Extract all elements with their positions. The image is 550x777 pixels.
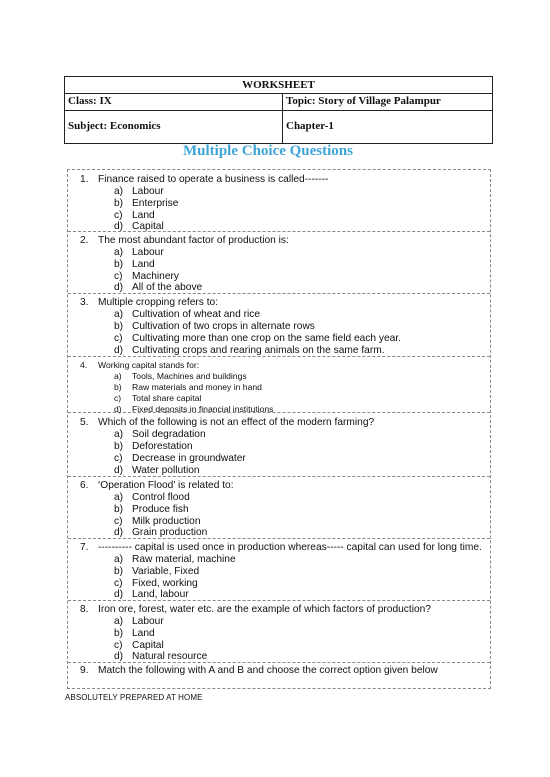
topic-label: Topic: Story of Village Palampur [286,95,441,107]
worksheet-header-table [64,76,493,144]
question-text: 5. Which of the following is not an effect of the modern farming? [80,417,375,428]
option-a: a) Control flood [114,492,190,503]
question-text: 2. The most abundant factor of production is: [80,235,289,246]
option-b: b) Produce fish [114,504,189,515]
question-block-3 [68,294,490,357]
question-text: 1. Finance raised to operate a business is called------- [80,174,329,185]
mcq-container [67,169,491,689]
option-b: b) Cultivation of two crops in alternate rows [114,321,315,332]
question-text: 3. Multiple cropping refers to: [80,297,219,308]
option-d: d) Cultivating crops and rearing animals on the same farm. [114,345,385,356]
question-block-6 [68,477,490,539]
option-d: d) Capital [114,221,164,232]
option-a: a) Labour [114,247,164,258]
question-block-5 [68,413,490,477]
option-d: d) Water pollution [114,465,200,476]
option-b: b) Deforestation [114,441,193,452]
option-c: c) Total share capital [114,393,202,403]
section-title: Multiple Choice Questions [182,143,353,159]
question-text: 6. ‘Operation Flood’ is related to: [80,480,234,491]
option-c: c) Machinery [114,271,179,282]
option-d: d) All of the above [114,282,203,293]
question-text: 4. Working capital stands for: [80,360,200,370]
option-c: c) Cultivating more than one crop on the same field each year. [114,333,401,344]
option-b: b) Land [114,628,155,639]
option-a: a) Labour [114,186,164,197]
question-block-7 [68,539,490,601]
option-d: d) Natural resource [114,651,208,662]
option-a: a) Labour [114,616,164,627]
option-b: b) Raw materials and money in hand [114,382,262,392]
option-c: c) Capital [114,640,164,651]
option-c: c) Land [114,210,155,221]
option-a: a) Tools, Machines and buildings [114,371,247,381]
footer-text: ABSOLUTELY PREPARED AT HOME [65,693,203,702]
option-a: a) Cultivation of wheat and rice [114,309,260,320]
option-b: b) Variable, Fixed [114,566,200,577]
option-a: a) Soil degradation [114,429,206,440]
option-d: d) Fixed deposits in financial institutions [114,404,274,414]
question-block-2 [68,232,490,294]
class-label: Class: IX [68,95,112,107]
option-b: b) Land [114,259,155,270]
question-block-4 [68,357,490,413]
option-c: c) Fixed, working [114,578,198,589]
option-d: d) Land, labour [114,589,189,600]
option-c: c) Milk production [114,516,201,527]
question-block-9 [68,663,490,688]
option-c: c) Decrease in groundwater [114,453,246,464]
worksheet-title: WORKSHEET [65,77,492,94]
option-d: d) Grain production [114,527,208,538]
question-block-8 [68,601,490,663]
option-a: a) Raw material, machine [114,554,236,565]
chapter-label: Chapter-1 [286,120,334,132]
header-row-divider [65,110,492,111]
question-text: 8. Iron ore, forest, water etc. are the example of which factors of production? [80,604,431,615]
question-block-1 [68,170,490,232]
question-text: 7. ---------- capital is used once in production whereas----- capital can used for long time. [80,542,482,553]
subject-label: Subject: Economics [68,120,161,132]
question-text: 9. Match the following with A and B and choose the correct option given below [80,665,438,676]
option-b: b) Enterprise [114,198,179,209]
